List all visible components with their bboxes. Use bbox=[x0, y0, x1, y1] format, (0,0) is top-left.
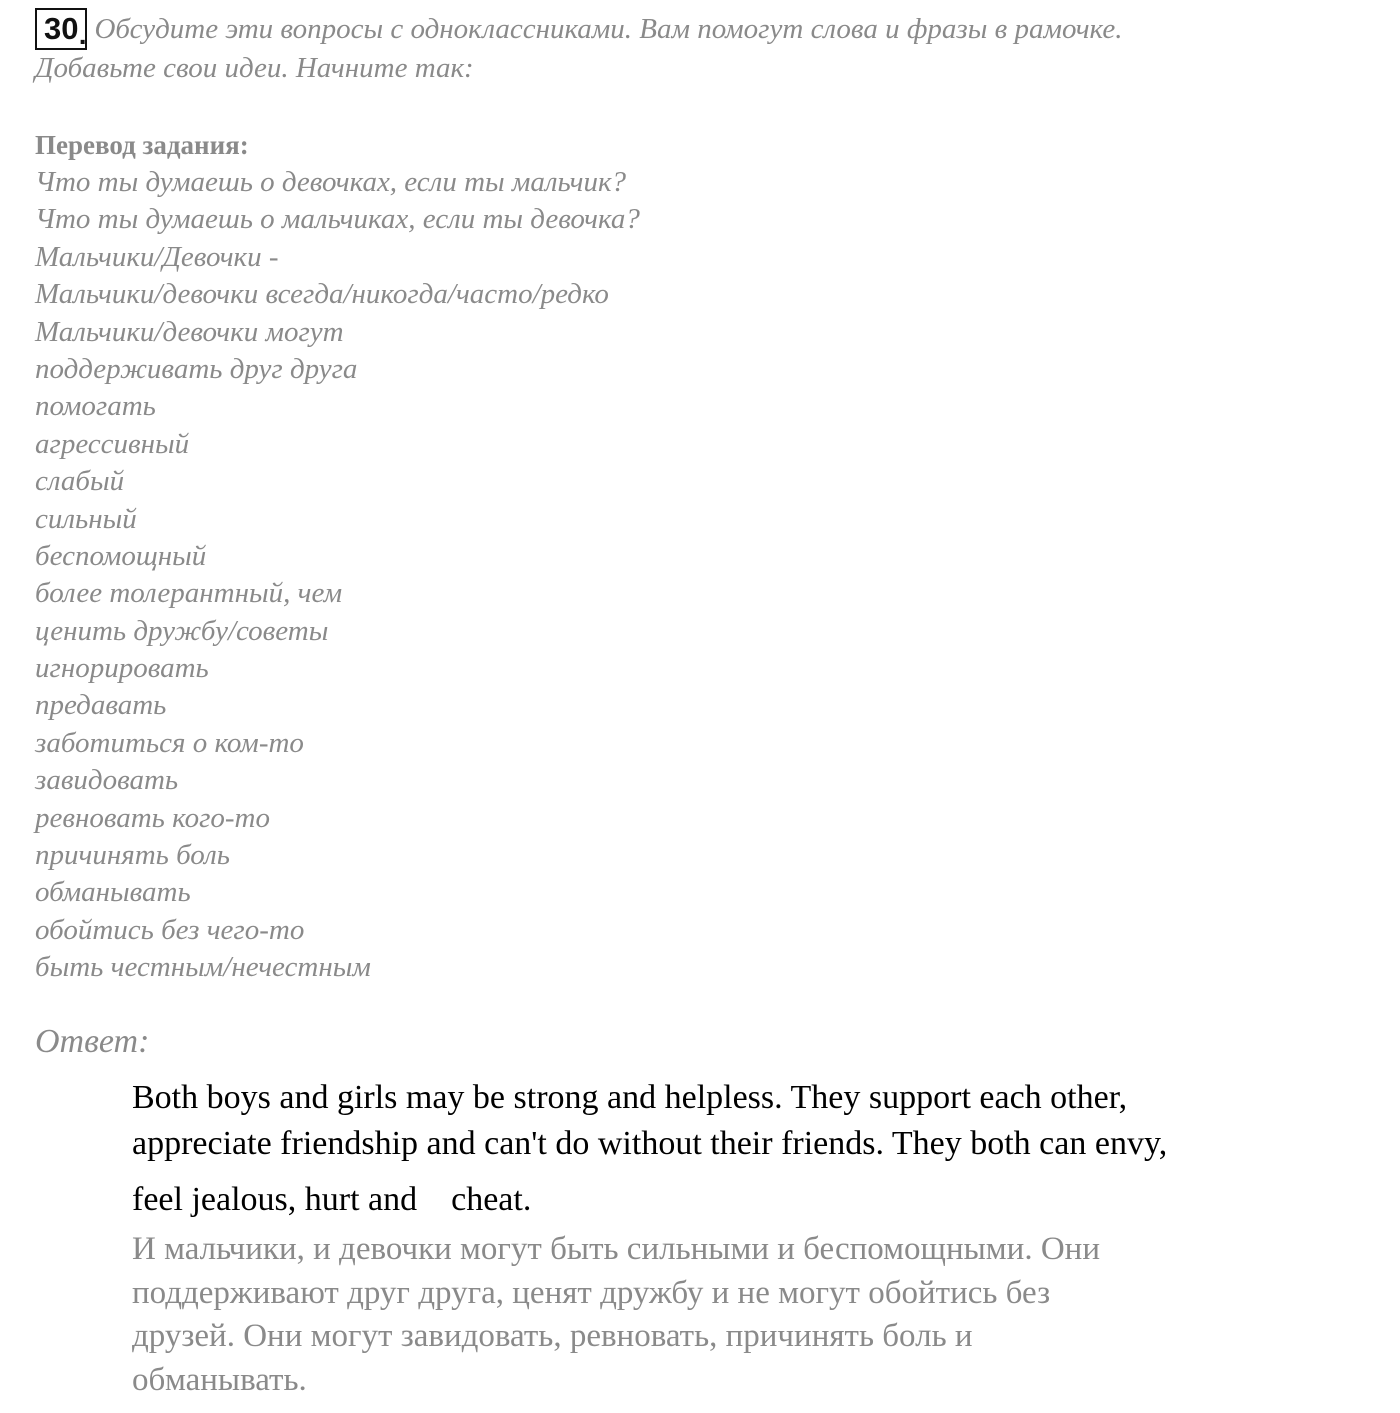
translation-list bbox=[35, 164, 935, 987]
exercise-number-dot: . bbox=[78, 19, 87, 50]
translation-line: беспомощный bbox=[35, 539, 207, 572]
translation-line: помогать bbox=[35, 390, 156, 423]
translation-line: агрессивный bbox=[35, 427, 190, 460]
answer-label: Ответ: bbox=[35, 1023, 150, 1060]
translation-line: более толерантный, чем bbox=[35, 577, 343, 610]
translation-line: Мальчики/девочки всегда/никогда/часто/редко bbox=[35, 278, 609, 311]
translation-line: игнорировать bbox=[35, 652, 209, 685]
answer-english-line: feel jealous, hurt and cheat. bbox=[132, 1181, 532, 1218]
translation-line: причинять боль bbox=[35, 839, 230, 872]
translation-line: обманывать bbox=[35, 876, 191, 909]
translation-line: предавать bbox=[35, 689, 167, 722]
translation-line: Что ты думаешь о мальчиках, если ты девочка? bbox=[35, 203, 640, 236]
translation-line: заботиться о ком-то bbox=[35, 726, 304, 759]
exercise-instruction-line-2: Добавьте свои идеи. Начните так: bbox=[35, 52, 474, 84]
exercise-instruction-line-1: Обсудите эти вопросы с одноклассниками. Вам помогут слова и фразы в рамочке. bbox=[94, 13, 1123, 45]
translation-line: ценить дружбу/советы bbox=[35, 614, 329, 647]
answer-russian-line: поддерживают друг друга, ценят дружбу и не могут обойтись без bbox=[132, 1274, 1051, 1311]
exercise-header bbox=[35, 8, 1375, 86]
translation-line: Мальчики/Девочки - bbox=[35, 240, 279, 273]
answer-russian-line: обманывать. bbox=[132, 1361, 307, 1398]
translation-line: обойтись без чего-то bbox=[35, 913, 305, 946]
answer-english-line: appreciate friendship and can't do without their friends. They both can envy, bbox=[132, 1125, 1168, 1162]
translation-line: поддерживать друг друга bbox=[35, 352, 358, 385]
task-translation bbox=[35, 126, 935, 987]
translation-line: сильный bbox=[35, 502, 137, 535]
translation-line: слабый bbox=[35, 465, 125, 498]
translation-line: ревновать кого-то bbox=[35, 801, 271, 834]
translation-line: Мальчики/девочки могут bbox=[35, 315, 344, 348]
translation-line: быть честным/нечестным bbox=[35, 951, 371, 984]
translation-line: Что ты думаешь о девочках, если ты мальчик? bbox=[35, 166, 627, 198]
translation-line: завидовать bbox=[35, 764, 179, 797]
exercise-number: 30 bbox=[44, 11, 79, 46]
answer-english-line: Both boys and girls may be strong and helpless. They support each other, bbox=[132, 1079, 1128, 1116]
answer-russian-line: друзей. Они могут завидовать, ревновать, причинять боль и bbox=[132, 1318, 973, 1354]
translation-title: Перевод задания: bbox=[35, 130, 249, 160]
answer-russian-line: И мальчики, и девочки могут быть сильными и беспомощными. Они bbox=[132, 1231, 1100, 1267]
exercise-number-box bbox=[35, 8, 87, 50]
answer-english bbox=[132, 1075, 1332, 1223]
answer-russian bbox=[132, 1228, 1332, 1402]
